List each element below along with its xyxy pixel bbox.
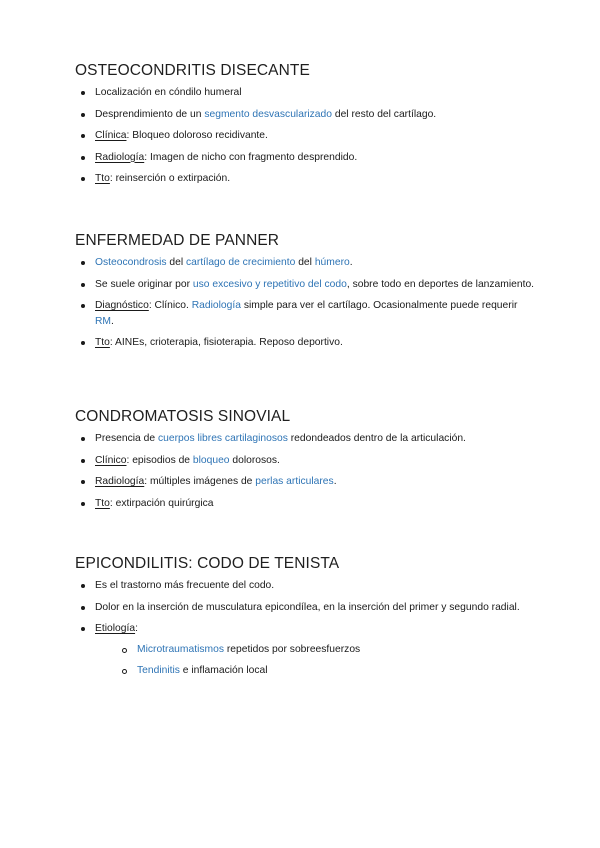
- list-item: [75, 496, 535, 512]
- term-link[interactable]: Radiología: [191, 300, 241, 311]
- list-item: [75, 335, 535, 351]
- list-item: [75, 277, 535, 293]
- term-link[interactable]: uso excesivo y repetitivo del codo: [192, 278, 347, 290]
- item-text: : múltiples imágenes de: [144, 476, 256, 487]
- list-item: [75, 171, 535, 187]
- section-condromatosis: [75, 408, 535, 511]
- list-item: [75, 128, 535, 144]
- list-item: [75, 255, 535, 271]
- section-heading: ENFERMEDAD DE PANNER: [75, 232, 280, 249]
- item-text: del: [166, 257, 187, 268]
- bullet-list: [75, 578, 535, 679]
- item-text: .: [349, 257, 353, 268]
- list-item: [75, 600, 535, 616]
- item-text: simple para ver el cartílago. Ocasionalmente puede requerir: [240, 300, 518, 311]
- item-text: .: [111, 315, 114, 327]
- section-heading: OSTEOCONDRITIS DISECANTE: [75, 62, 310, 79]
- section-osteocondritis: [75, 62, 535, 187]
- list-item: [75, 85, 535, 101]
- bullet-list: [75, 431, 535, 511]
- item-text: dolorosos.: [229, 454, 280, 466]
- list-item: [75, 150, 535, 166]
- sub-list-item: [117, 663, 535, 679]
- section-heading: EPICONDILITIS: CODO DE TENISTA: [75, 555, 340, 572]
- item-text: Se suele originar por: [95, 278, 193, 290]
- item-text: Presencia de: [95, 433, 158, 444]
- term-link[interactable]: Microtraumatismos: [137, 643, 224, 655]
- item-text: Dolor en la inserción de musculatura epicondílea, en la inserción del primer y segundo radial.: [95, 601, 520, 613]
- item-text: Localización en cóndilo humeral: [95, 87, 242, 98]
- list-item: [75, 431, 535, 447]
- bullet-list: [75, 85, 535, 187]
- section-panner: [75, 232, 535, 351]
- term-link[interactable]: bloqueo: [192, 454, 230, 466]
- section-heading: CONDROMATOSIS SINOVIAL: [75, 408, 291, 425]
- term-link[interactable]: segmento desvascularizado: [204, 108, 332, 120]
- list-item: [75, 453, 535, 469]
- item-text: e inflamación local: [179, 665, 268, 676]
- section-epicondilitis: [75, 555, 535, 679]
- item-label: Clínico: [95, 454, 127, 466]
- term-link[interactable]: perlas articulares: [255, 476, 334, 487]
- item-label: Tto: [95, 173, 110, 184]
- sub-list: [95, 642, 535, 679]
- item-text: : Bloqueo doloroso recidivante.: [126, 130, 268, 141]
- item-text: :: [135, 623, 138, 634]
- term-link[interactable]: cartílago de crecimiento: [186, 257, 296, 268]
- term-link[interactable]: cuerpos libres cartilaginosos: [157, 433, 288, 444]
- term-link[interactable]: Osteocondrosis: [95, 257, 167, 268]
- item-text: repetidos por sobreesfuerzos: [223, 643, 361, 655]
- item-text: : Clínico.: [148, 300, 192, 311]
- list-item: [75, 107, 535, 123]
- list-item: [75, 474, 535, 490]
- bullet-list: [75, 255, 535, 351]
- item-text: Desprendimiento de un: [95, 108, 205, 120]
- list-item: [75, 298, 535, 329]
- item-label: Diagnóstico: [95, 300, 149, 311]
- item-label: Radiología: [95, 151, 145, 163]
- item-text: : AINEs, crioterapia, fisioterapia. Reposo deportivo.: [109, 337, 343, 348]
- item-text: : extirpación quirúrgica: [109, 497, 214, 509]
- term-link[interactable]: Tendinitis: [137, 665, 180, 676]
- item-text: : Imagen de nicho con fragmento desprendido.: [144, 151, 358, 163]
- item-text: Es el trastorno más frecuente del codo.: [95, 580, 275, 591]
- item-text: redondeados dentro de la articulación.: [287, 433, 466, 444]
- item-text: del: [295, 257, 315, 268]
- item-text: .: [333, 476, 337, 487]
- term-link[interactable]: húmero: [314, 257, 350, 268]
- item-label: Tto: [95, 337, 110, 348]
- list-item: [75, 578, 535, 594]
- item-text: , sobre todo en deportes de lanzamiento.: [346, 278, 535, 290]
- sub-list-item: [117, 642, 535, 658]
- item-label: Radiología: [95, 476, 145, 487]
- item-label: Etiología: [95, 623, 136, 634]
- list-item: [75, 621, 535, 679]
- term-link[interactable]: RM: [95, 315, 112, 327]
- item-text: : episodios de: [126, 454, 193, 466]
- item-label: Tto: [95, 497, 110, 509]
- item-text: : reinserción o extirpación.: [109, 173, 231, 184]
- item-text: del resto del cartílago.: [331, 108, 437, 120]
- item-label: Clínica: [95, 130, 127, 141]
